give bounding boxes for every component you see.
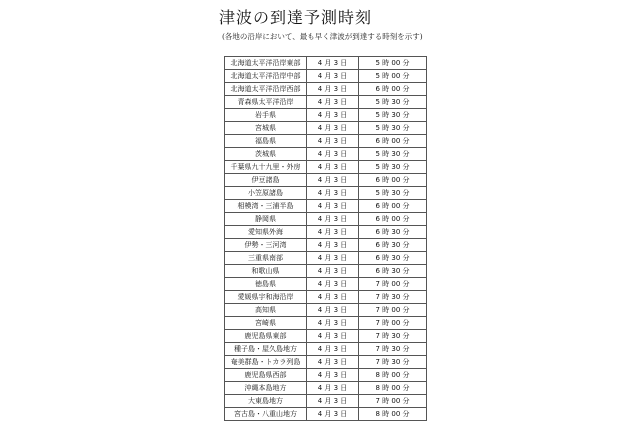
document-title: 津波の到達予測時刻 — [219, 8, 373, 27]
table-row — [225, 356, 427, 369]
region-cell: 宮城県 — [225, 122, 307, 135]
date-cell: 4 月 3 日 — [307, 395, 359, 408]
region-cell: 北海道太平洋沿岸中部 — [225, 70, 307, 83]
date-cell: 4 月 3 日 — [307, 83, 359, 96]
date-cell: 4 月 3 日 — [307, 408, 359, 421]
table-row — [225, 148, 427, 161]
table-row — [225, 109, 427, 122]
table-body — [225, 57, 427, 421]
date-cell: 4 月 3 日 — [307, 382, 359, 395]
date-cell: 4 月 3 日 — [307, 148, 359, 161]
time-cell: 6 時 00 分 — [359, 83, 427, 96]
time-cell: 7 時 00 分 — [359, 278, 427, 291]
tsunami-arrival-table — [224, 56, 427, 421]
region-cell: 岩手県 — [225, 109, 307, 122]
date-cell: 4 月 3 日 — [307, 343, 359, 356]
region-cell: 徳島県 — [225, 278, 307, 291]
region-cell: 愛知県外海 — [225, 226, 307, 239]
region-cell: 沖縄本島地方 — [225, 382, 307, 395]
table-row — [225, 369, 427, 382]
date-cell: 4 月 3 日 — [307, 122, 359, 135]
table-row — [225, 317, 427, 330]
time-cell: 6 時 30 分 — [359, 239, 427, 252]
date-cell: 4 月 3 日 — [307, 109, 359, 122]
date-cell: 4 月 3 日 — [307, 252, 359, 265]
table-row — [225, 343, 427, 356]
region-cell: 種子島・屋久島地方 — [225, 343, 307, 356]
table-row — [225, 200, 427, 213]
table-row — [225, 135, 427, 148]
date-cell: 4 月 3 日 — [307, 96, 359, 109]
table-row — [225, 122, 427, 135]
date-cell: 4 月 3 日 — [307, 291, 359, 304]
document-subtitle: (各地の沿岸において、最も早く津波が到達する時刻を示す) — [222, 32, 423, 41]
date-cell: 4 月 3 日 — [307, 356, 359, 369]
table-row — [225, 304, 427, 317]
date-cell: 4 月 3 日 — [307, 278, 359, 291]
region-cell: 大東島地方 — [225, 395, 307, 408]
region-cell: 相模湾・三浦半島 — [225, 200, 307, 213]
table-row — [225, 57, 427, 70]
time-cell: 7 時 30 分 — [359, 356, 427, 369]
table-row — [225, 226, 427, 239]
region-cell: 小笠原諸島 — [225, 187, 307, 200]
region-cell: 静岡県 — [225, 213, 307, 226]
time-cell: 5 時 30 分 — [359, 161, 427, 174]
region-cell: 愛媛県宇和海沿岸 — [225, 291, 307, 304]
region-cell: 三重県南部 — [225, 252, 307, 265]
date-cell: 4 月 3 日 — [307, 369, 359, 382]
region-cell: 茨城県 — [225, 148, 307, 161]
date-cell: 4 月 3 日 — [307, 317, 359, 330]
table-row — [225, 330, 427, 343]
date-cell: 4 月 3 日 — [307, 304, 359, 317]
date-cell: 4 月 3 日 — [307, 330, 359, 343]
date-cell: 4 月 3 日 — [307, 174, 359, 187]
region-cell: 伊豆諸島 — [225, 174, 307, 187]
region-cell: 伊勢・三河湾 — [225, 239, 307, 252]
region-cell: 鹿児島県東部 — [225, 330, 307, 343]
time-cell: 7 時 30 分 — [359, 343, 427, 356]
time-cell: 5 時 30 分 — [359, 148, 427, 161]
region-cell: 福島県 — [225, 135, 307, 148]
region-cell: 鹿児島県西部 — [225, 369, 307, 382]
time-cell: 8 時 00 分 — [359, 382, 427, 395]
region-cell: 千葉県九十九里・外房 — [225, 161, 307, 174]
date-cell: 4 月 3 日 — [307, 57, 359, 70]
table-row — [225, 291, 427, 304]
date-cell: 4 月 3 日 — [307, 70, 359, 83]
date-cell: 4 月 3 日 — [307, 213, 359, 226]
region-cell: 高知県 — [225, 304, 307, 317]
time-cell: 5 時 30 分 — [359, 187, 427, 200]
table-row — [225, 382, 427, 395]
time-cell: 7 時 00 分 — [359, 317, 427, 330]
time-cell: 6 時 00 分 — [359, 135, 427, 148]
table-row — [225, 395, 427, 408]
table-row — [225, 278, 427, 291]
table-row — [225, 213, 427, 226]
time-cell: 7 時 30 分 — [359, 330, 427, 343]
time-cell: 8 時 00 分 — [359, 408, 427, 421]
time-cell: 5 時 00 分 — [359, 70, 427, 83]
table-row — [225, 239, 427, 252]
time-cell: 6 時 30 分 — [359, 265, 427, 278]
region-cell: 青森県太平洋沿岸 — [225, 96, 307, 109]
region-cell: 北海道太平洋沿岸東部 — [225, 57, 307, 70]
time-cell: 5 時 00 分 — [359, 57, 427, 70]
time-cell: 6 時 00 分 — [359, 200, 427, 213]
time-cell: 5 時 30 分 — [359, 96, 427, 109]
date-cell: 4 月 3 日 — [307, 161, 359, 174]
date-cell: 4 月 3 日 — [307, 265, 359, 278]
date-cell: 4 月 3 日 — [307, 135, 359, 148]
region-cell: 宮古島・八重山地方 — [225, 408, 307, 421]
date-cell: 4 月 3 日 — [307, 239, 359, 252]
date-cell: 4 月 3 日 — [307, 200, 359, 213]
table-row — [225, 70, 427, 83]
region-cell: 北海道太平洋沿岸西部 — [225, 83, 307, 96]
table-row — [225, 96, 427, 109]
time-cell: 5 時 30 分 — [359, 109, 427, 122]
time-cell: 6 時 00 分 — [359, 174, 427, 187]
time-cell: 6 時 30 分 — [359, 252, 427, 265]
time-cell: 6 時 30 分 — [359, 226, 427, 239]
date-cell: 4 月 3 日 — [307, 187, 359, 200]
time-cell: 6 時 00 分 — [359, 213, 427, 226]
date-cell: 4 月 3 日 — [307, 226, 359, 239]
time-cell: 7 時 30 分 — [359, 291, 427, 304]
table-row — [225, 265, 427, 278]
table-row — [225, 408, 427, 421]
table-row — [225, 187, 427, 200]
time-cell: 5 時 30 分 — [359, 122, 427, 135]
time-cell: 8 時 00 分 — [359, 369, 427, 382]
region-cell: 奄美群島・トカラ列島 — [225, 356, 307, 369]
table-row — [225, 174, 427, 187]
table-row — [225, 161, 427, 174]
region-cell: 和歌山県 — [225, 265, 307, 278]
table-row — [225, 252, 427, 265]
region-cell: 宮崎県 — [225, 317, 307, 330]
table-row — [225, 83, 427, 96]
time-cell: 7 時 00 分 — [359, 304, 427, 317]
time-cell: 7 時 00 分 — [359, 395, 427, 408]
